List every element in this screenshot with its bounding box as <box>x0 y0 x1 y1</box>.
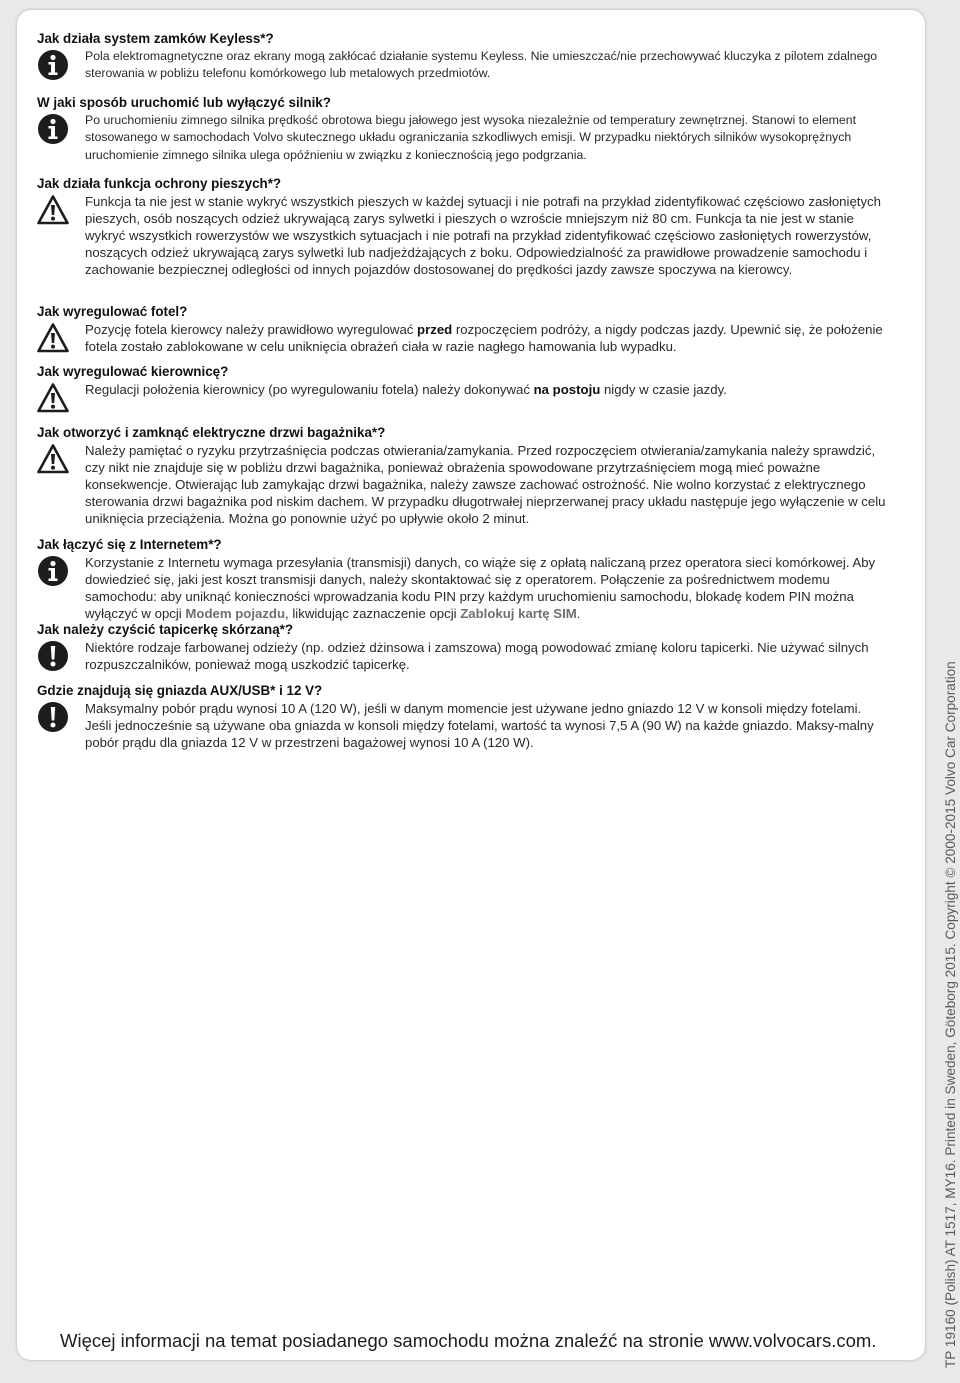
section-leather-cleaning <box>37 622 887 673</box>
exclamation-icon <box>37 701 69 733</box>
section-heading: Jak wyregulować kierownicę? <box>37 364 229 379</box>
section-heading: W jaki sposób uruchomić lub wyłączyć silnik? <box>37 95 331 110</box>
menu-option-modem: Modem pojazdu <box>185 606 286 621</box>
body-emphasis: przed <box>417 322 453 337</box>
footer-note: Więcej informacji na temat posiadanego samochodu można znaleźć na stronie www.volvocars.com. <box>60 1330 877 1351</box>
body-text: . <box>576 606 581 621</box>
section-body <box>85 381 887 398</box>
body-emphasis: na postoju <box>533 382 601 397</box>
section-heading: Jak otworzyć i zamknąć elektryczne drzwi bagażnika*? <box>37 425 386 440</box>
section-pedestrian-protection <box>37 176 887 278</box>
exclamation-icon <box>37 640 69 672</box>
section-body: Funkcja ta nie jest w stanie wykryć wszystkich pieszych w każdej sytuacji i nie potrafi na przykład zidentyfikować częściowo zasłoniętych pieszych, osób noszących odzież ukrywającą zarys sylwetki i pieszych o wzroście mniejszym niż 80 cm. Funkcja ta nie jest w stanie wykryć wszystkich rowerzystów we wszystkich sytuacjach i nie potrafi na przykład zidentyfikować częściowo zasłoniętych rowerzystów, noszących odzież ukrywającą zarys sylwetki lub nadjeżdżających z boku. Odpowiedzialność za prawidłowe prowadzenie samochodu i zachowanie bezpiecznej odległości od innych pojazdów dostosowanej do prędkości jazdy zawsze spoczywa na kierowcy. <box>85 194 881 277</box>
info-icon <box>37 113 69 145</box>
section-heading: Gdzie znajdują się gniazda AUX/USB* i 12 V? <box>37 683 323 698</box>
section-tailgate <box>37 425 887 527</box>
document-page <box>17 10 925 1360</box>
body-text: Pozycję fotela kierowcy należy prawidłowo wyregulować <box>85 322 418 337</box>
section-body: Maksymalny pobór prądu wynosi 10 A (120 W), jeśli w danym momencie jest używane jedno gniazdo 12 V w konsoli między fotelami. Jeśli jednocześnie są używane oba gniazda w konsoli między fotelami, wartość ta wynosi 7,5 A (90 W) na każde gniazdo. Maksy-malny pobór prądu dla gniazda 12 V w przestrzeni bagażowej wynosi 10 A (120 W). <box>85 701 874 750</box>
body-text: Korzystanie z Internetu wymaga przesyłania (transmisji) danych, co wiąże się z opłatą naliczaną przez operatora sieci komórkowej. Aby dowiedzieć się, jaki jest koszt transmisji danych, należy skontaktować się z operatorem. Połączenie za pośrednictwem modemu samochodu: aby uniknąć konieczności wprowadzania kodu PIN przy każdym uruchomieniu samochodu, blokadę kodem PIN można wyłączyć w opcji <box>85 555 876 621</box>
section-body: Po uruchomieniu zimnego silnika prędkość obrotowa biegu jałowego jest wysoka niezależnie od temperatury zewnętrznej. Stanowi to element stosowanego w samochodach Volvo skutecznego układu ograniczania szkodliwych emisji. W przypadku niektórych silników wysokoprężnych uruchomienie zimnego silnika ulega opóźnieniu w związku z koniecznością jego podgrzania. <box>85 113 857 162</box>
warning-triangle-icon <box>37 194 69 226</box>
section-body: Należy pamiętać o ryzyku przytrzaśnięcia podczas otwierania/zamykania. Przed rozpoczęciem otwierania/zamykania należy sprawdzić, czy nikt nie znajduje się w pobliżu drzwi bagażnika, ponieważ obrażenia spowodowane przytrzaśnięciem mogą mieć poważne konsekwencje. Otwierając lub zamykając drzwi bagażnika, należy zawsze zachować ostrożność. Nie wolno korzystać z elektrycznego sterowania drzwi bagażnika pod niskim dachem. W przypadku długotrwałej nieprzerwanej pracy układu następuje jego wyłączenie w celu uniknięcia przeciążenia. Można go ponownie użyć po upływie około 2 minut. <box>85 443 886 526</box>
section-heading: Jak należy czyścić tapicerkę skórzaną*? <box>37 622 294 637</box>
section-body: Niektóre rodzaje farbowanej odzieży (np. odzież dżinsowa i zamszowa) mogą powodować zmianę koloru tapicerki. Nie używać silnych rozpuszczalników, ponieważ mogą uszkodzić tapicerkę. <box>85 640 869 672</box>
section-keyless <box>37 31 887 83</box>
section-aux-usb <box>37 683 887 751</box>
warning-triangle-icon <box>37 382 69 414</box>
section-heading: Jak działa funkcja ochrony pieszych*? <box>37 176 282 191</box>
body-text: nigdy w czasie jazdy. <box>600 382 727 397</box>
body-text: , likwidując zaznaczenie opcji <box>285 606 461 621</box>
body-text: Regulacji położenia kierownicy (po wyregulowaniu fotela) należy dokonywać <box>85 382 534 397</box>
section-body <box>85 554 887 622</box>
section-heading: Jak wyregulować fotel? <box>37 304 188 319</box>
section-engine-start <box>37 95 887 164</box>
section-steering-adjustment <box>37 364 887 414</box>
section-internet <box>37 537 887 622</box>
warning-triangle-icon <box>37 322 69 354</box>
section-heading: Jak działa system zamków Keyless*? <box>37 31 274 46</box>
warning-triangle-icon <box>37 443 69 475</box>
section-body <box>85 321 887 355</box>
info-icon <box>37 49 69 81</box>
body-text: rozpoczęciem podróży, a nigdy podczas jazdy. Upewnić się, że położenie fotela zostało zablokowane w celu uniknięcia obrażeń ciała w razie nagłego hamowania lub wypadku. <box>85 322 883 354</box>
section-seat-adjustment <box>37 304 887 355</box>
section-heading: Jak łączyć się z Internetem*? <box>37 537 222 552</box>
menu-option-sim-lock: Zablokuj kartę SIM <box>460 606 577 621</box>
copyright-sidebar: TP 19160 (Polish) AT 1517, MY16. Printed in Sweden, Göteborg 2015. Copyright © 2000-2015 Volvo Car Corporation <box>943 661 958 1368</box>
info-icon <box>37 555 69 587</box>
section-body: Pola elektromagnetyczne oraz ekrany mogą zakłócać działanie systemu Keyless. Nie umieszczać/nie przechowywać kluczyka z pilotem zdalnego sterowania w pobliżu telefonu komórkowego lub metalowych przedmiotów. <box>85 49 878 81</box>
